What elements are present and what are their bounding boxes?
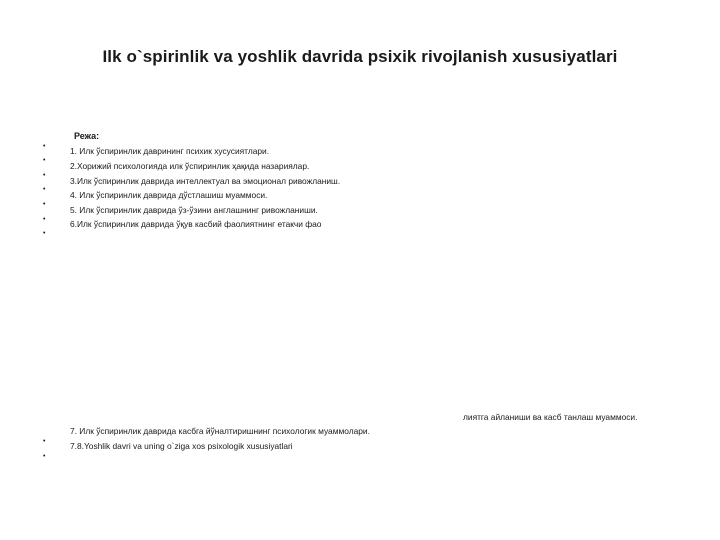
bullet-marker: • xyxy=(43,201,46,208)
plan-heading: Режа: xyxy=(74,131,100,141)
bullet-marker: • xyxy=(43,157,46,164)
slide-title: Ilk o`spirinlik va yoshlik davrida psixik rivojlanish xususiyatlari xyxy=(102,47,618,66)
bullet-marker: • xyxy=(43,186,46,193)
plan-item-5: 5. Илк ўспиринлик даврида ўз-ўзини англашнинг ривожланиши. xyxy=(70,205,318,215)
plan-item-7: 7. Илк ўспиринлик даврида касбга йўналтиришнинг психологик муаммолари. xyxy=(70,426,370,436)
bullet-marker: • xyxy=(43,172,46,179)
plan-item-1: 1. Илк ўспиринлик даврининг психик хусусиятлари. xyxy=(70,146,270,156)
plan-item-4: 4. Илк ўспиринлик даврида дўстлашиш муаммоси. xyxy=(70,190,268,200)
plan-item-2: 2.Хорижий психологияда илк ўспиринлик ҳақида назариялар. xyxy=(70,161,310,171)
bullet-marker: • xyxy=(43,230,46,237)
bullet-marker: • xyxy=(43,143,46,150)
bullet-marker: • xyxy=(43,453,46,460)
plan-item-8: 7.8.Yoshlik davri va uning o`ziga xos psixologik xususiyatlari xyxy=(70,441,293,451)
bullet-marker: • xyxy=(43,438,46,445)
plan-item-3: 3.Илк ўспиринлик даврида интеллектуал ва эмоционал ривожланиш. xyxy=(70,176,341,186)
bullet-marker: • xyxy=(43,216,46,223)
plan-item-6-continuation: лиятга айланиши ва касб танлаш муаммоси. xyxy=(463,412,638,422)
plan-item-6: 6.Илк ўспиринлик даврида ўқув касбий фаолиятнинг етакчи фао xyxy=(70,219,322,229)
